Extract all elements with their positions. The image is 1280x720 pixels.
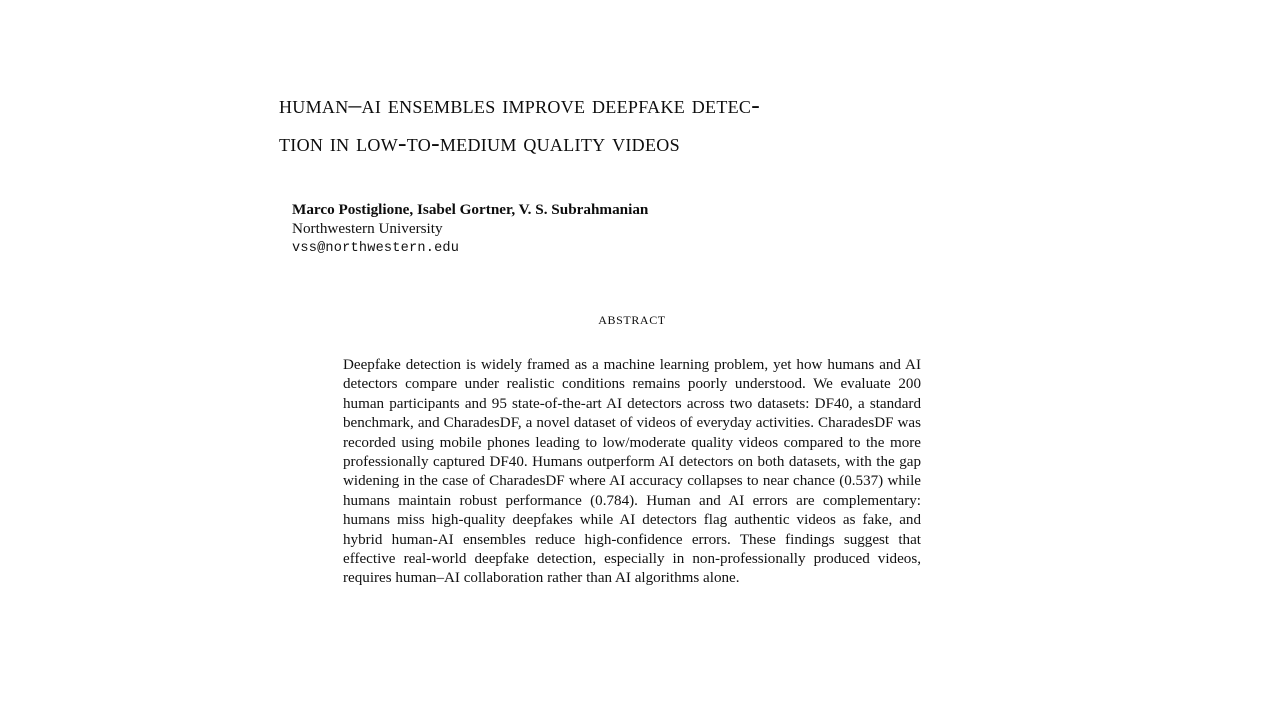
abstract-text: Deepfake detection is widely framed as a machine learning problem, yet how humans and AI detectors compare under realistic conditions remains poorly understood. We evaluate 200 human participants and 95 state-of-the-art AI detectors across two datasets: DF40, a standard benchmark, and CharadesDF, a novel dataset of videos of everyday activities. CharadesDF was recorded using mobile phones leading to low/moderate quality videos compared to the more professionally captured DF40. Humans outperform AI detectors on both datasets, with the gap widening in the case of CharadesDF where AI accuracy collapses to near chance (0.537) while humans maintain robust performance (0.784). Human and AI errors are complementary: humans miss high-quality deepfakes while AI detectors flag authentic videos as fake, and hybrid human-AI ensembles reduce high-confidence errors. These findings suggest that effective real-world deepfake detection, especially in non-professionally produced videos, requires human–AI collaboration rather than AI algorithms alone. <box>343 357 921 587</box>
abstract-heading: abstract <box>598 309 666 328</box>
paper-title-line-1: human–ai ensembles improve deepfake detec- <box>279 90 761 119</box>
author-names: Marco Postiglione, Isabel Gortner, V. S. Subrahmanian <box>292 201 649 218</box>
author-email[interactable]: vss@northwestern.edu <box>292 241 460 256</box>
paper-title-line-2: tion in low-to-medium quality videos <box>279 128 680 157</box>
paper-title <box>279 86 989 162</box>
author-affiliation: Northwestern University <box>292 220 443 237</box>
author-block <box>292 200 932 258</box>
